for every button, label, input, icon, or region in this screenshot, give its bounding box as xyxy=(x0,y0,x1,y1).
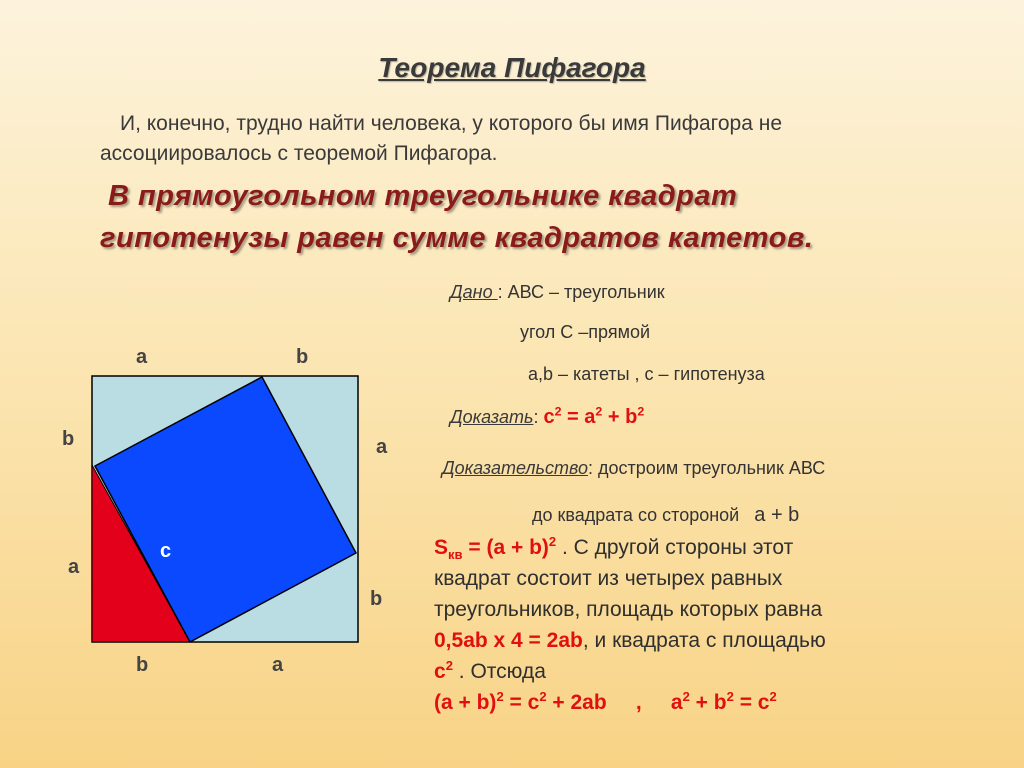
proof-body-1: $S_{кв} = (a + b)^2$ . С другой стороны этот xyxy=(434,534,794,563)
label-bottom-a: a xyxy=(272,654,284,676)
proof-text-1: : достроим треугольник АВС xyxy=(588,458,826,478)
proof-body-2: квадрат состоит из четырех равных xyxy=(434,567,783,590)
proof-body-4: 0,5ab x 4 = 2ab, и квадрата с площадью xyxy=(434,629,826,652)
label-top-b: b xyxy=(296,346,309,368)
label-left-b: b xyxy=(62,428,75,450)
prove-formula: $c^2 = a^2 + b^2$ xyxy=(543,404,645,428)
prove-label: Доказать xyxy=(450,407,534,427)
proof-body-5: $c^2$ . Отсюда xyxy=(434,658,546,683)
proof-line-2: до квадрата со стороной a + b xyxy=(532,504,800,526)
label-hypotenuse-c: c xyxy=(160,540,172,562)
proof-label: Доказательство xyxy=(442,458,589,478)
given-line-3: a,b – катеты , c – гипотенуза xyxy=(528,364,765,384)
page-title: Теорема Пифагора xyxy=(378,52,646,83)
theorem-line-2: гипотенузы равен сумме квадратов катетов. xyxy=(100,222,814,254)
given-label: Дано xyxy=(450,282,498,302)
intro-line-2: ассоциировалось с теоремой Пифагора. xyxy=(100,142,498,165)
prove-colon: : xyxy=(533,407,539,427)
theorem-line-1: В прямоугольном треугольнике квадрат xyxy=(108,180,738,212)
intro-line-1: И, конечно, трудно найти человека, у которого бы имя Пифагора не xyxy=(120,112,783,135)
label-top-a: a xyxy=(136,346,148,368)
given-line-2: угол С –прямой xyxy=(520,322,651,342)
given-text-1: : АВС – треугольник xyxy=(497,282,665,302)
label-left-a: a xyxy=(68,556,80,578)
proof-body-3: треугольников, площадь которых равна xyxy=(434,598,823,621)
proof-final: $(a + b)^2 = c^2 + 2ab$ , $a^2 + b^2 = c^2$ xyxy=(434,689,777,714)
label-right-b: b xyxy=(370,588,383,610)
label-bottom-b: b xyxy=(136,654,149,676)
label-right-a: a xyxy=(376,436,388,458)
